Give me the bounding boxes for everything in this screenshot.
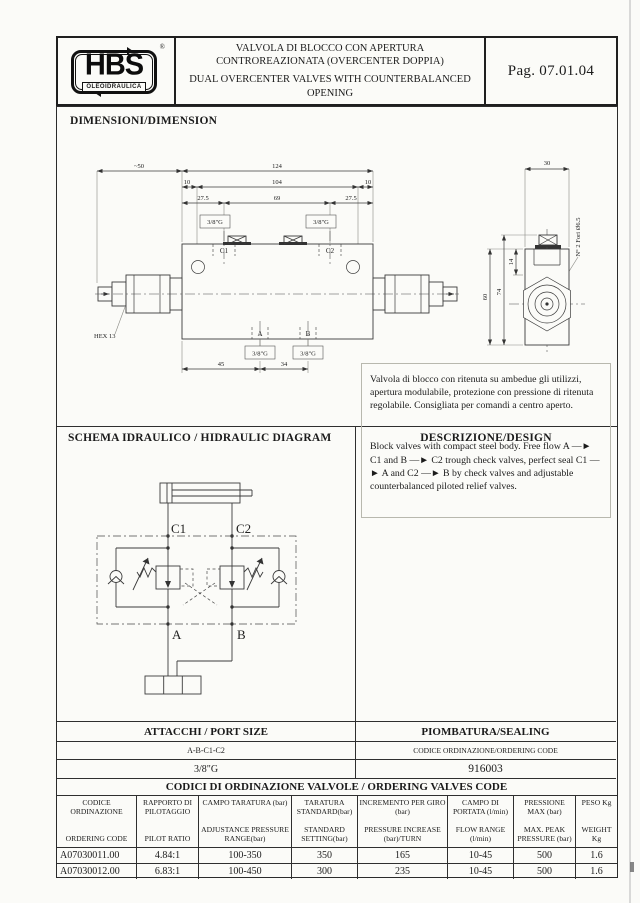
col-label-en: STANDARD SETTING(bar) xyxy=(301,825,348,844)
table-cell: 1.6 xyxy=(576,863,617,879)
column-header xyxy=(57,796,137,847)
holes-note: N° 2 Fori Ø6.5 xyxy=(575,217,582,257)
registered-mark: ® xyxy=(159,43,165,51)
column-header xyxy=(448,796,514,847)
schematic-heading: SCHEMA IDRAULICO / HIDRAULIC DIAGRAM xyxy=(68,432,332,444)
column-header xyxy=(137,796,199,847)
scan-edge-artifact xyxy=(629,0,631,903)
dim-label: 60 xyxy=(482,293,489,301)
col-label-it: RAPPORTO DI PILOTAGGIO xyxy=(143,798,192,816)
col-label-en: WEIGHT Kg xyxy=(581,825,612,844)
table-cell: 10-45 xyxy=(448,863,514,879)
col-label-it: PRESSIONE MAX (bar) xyxy=(524,798,565,816)
dim-label: 30 xyxy=(543,160,551,167)
table-cell: A07030012.00 xyxy=(57,863,137,879)
port-label-a: A xyxy=(257,330,263,338)
schematic-label-c1: C1 xyxy=(171,521,187,536)
content-frame xyxy=(56,106,618,878)
col-label-it: CODICE ORDINAZIONE xyxy=(70,798,123,816)
dim-label: 104 xyxy=(272,179,282,186)
schematic-label-c2: C2 xyxy=(236,521,252,536)
col-label-en: ADJUSTANCE PRESSURE RANGE(bar) xyxy=(201,825,289,844)
col-label-it: CAMPO TARATURA (bar) xyxy=(202,798,288,807)
schematic-label-b: B xyxy=(237,627,246,642)
column-header xyxy=(358,796,448,847)
column-header xyxy=(292,796,358,847)
col-label-en: FLOW RANGE (l/min) xyxy=(455,825,506,844)
col-label-en: ORDERING CODE xyxy=(65,834,128,844)
dim-label: 27.5 xyxy=(345,195,357,202)
port-size-header: ATTACCHI / PORT SIZE xyxy=(57,721,355,741)
thread-label: 3/8"G xyxy=(207,219,223,226)
dim-label: 69 xyxy=(273,195,281,202)
dim-label: 10 xyxy=(364,179,372,186)
dimensions-heading: DIMENSIONI/DIMENSION xyxy=(70,115,218,127)
table-cell: 350 xyxy=(292,847,358,863)
thread-label: 3/8"G xyxy=(252,350,268,358)
thread-label: 3/8"G xyxy=(300,350,316,358)
dim-label: 27.5 xyxy=(197,195,209,202)
hex-note: HEX 13 xyxy=(94,333,116,340)
col-label-en: MAX. PEAK PRESSURE (bar) xyxy=(517,825,572,844)
port-size-value: 3/8"G xyxy=(57,759,355,778)
description-heading: DESCRIZIONE/DESIGN xyxy=(420,432,552,444)
table-cell: A07030011.00 xyxy=(57,847,137,863)
hbs-logo xyxy=(69,43,165,96)
table-cell: 100-450 xyxy=(199,863,292,879)
col-label-it: INCREMENTO PER GIRO (bar) xyxy=(359,798,446,816)
sealing-code-label: CODICE ORDINAZIONE/ORDERING CODE xyxy=(355,741,616,759)
table-cell: 500 xyxy=(514,863,576,879)
ordering-banner: CODICI DI ORDINAZIONE VALVOLE / ORDERING VALVES CODE xyxy=(57,778,616,795)
description-italian: Valvola di blocco con ritenuta su ambedue gli utilizzi, apertura modulabile, protezione con pressione di ritenuta regolabile. Consigliata per comandi a centro aperto. xyxy=(370,374,594,412)
dim-label: ~50 xyxy=(133,163,145,170)
logo-brand: HBS xyxy=(84,48,144,82)
port-label-b: B xyxy=(305,330,311,338)
logo-subtitle: OLEOIDRAULICA xyxy=(82,82,146,92)
description-english: Block valves with compact steel body. Free flow A —► C1 and B —► C2 trough check valves, perfect seal C1 —► A and C2 —► B by check valves and adjustable counterbalanced piloted relief valves. xyxy=(370,441,600,492)
port-label-c2: C2 xyxy=(325,247,335,255)
table-cell: 1.6 xyxy=(576,847,617,863)
col-label-it: PESO Kg xyxy=(581,798,612,807)
sealing-code-value: 916003 xyxy=(355,759,616,778)
table-cell: 4.84:1 xyxy=(137,847,199,863)
title-cell xyxy=(176,38,486,104)
col-label-en: PRESSURE INCREASE (bar)/TURN xyxy=(364,825,441,844)
sealing-header: PIOMBATURA/SEALING xyxy=(355,721,616,741)
table-cell: 500 xyxy=(514,847,576,863)
dim-label: 124 xyxy=(272,163,282,170)
title-italian: VALVOLA DI BLOCCO CON APERTURA CONTROREAZIONATA (OVERCENTER DOPPIA) xyxy=(216,42,444,68)
table-cell: 10-45 xyxy=(448,847,514,863)
thread-label: 3/8"G xyxy=(313,219,329,226)
col-label-en: PILOT RATIO xyxy=(144,834,191,844)
column-header xyxy=(514,796,576,847)
dim-label: 74 xyxy=(496,288,503,296)
hydraulic-schematic xyxy=(57,452,355,721)
dim-label: 10 xyxy=(183,179,191,186)
logo-cell xyxy=(58,38,176,104)
dim-label: 14 xyxy=(508,258,515,266)
scan-edge-artifact xyxy=(630,862,634,872)
ordering-table xyxy=(57,795,617,879)
col-label-it: TARATURA STANDARD(bar) xyxy=(296,798,353,816)
header xyxy=(56,36,618,106)
table-cell: 300 xyxy=(292,863,358,879)
port-label-c1: C1 xyxy=(219,247,229,255)
table-cell: 6.83:1 xyxy=(137,863,199,879)
dim-label: 45 xyxy=(217,361,225,368)
page-number-cell xyxy=(486,38,616,104)
table-cell: 100-350 xyxy=(199,847,292,863)
table-cell: 165 xyxy=(358,847,448,863)
table-cell: 235 xyxy=(358,863,448,879)
column-header xyxy=(199,796,292,847)
dim-label: 34 xyxy=(280,361,288,368)
schematic-label-a: A xyxy=(172,627,182,642)
port-size-ports: A-B-C1-C2 xyxy=(57,741,355,759)
title-english: DUAL OVERCENTER VALVES WITH COUNTERBALANCED OPENING xyxy=(189,74,471,99)
col-label-it: CAMPO DI PORTATA (l/min) xyxy=(452,798,509,816)
page-number: Pag. 07.01.04 xyxy=(507,62,595,79)
description-box xyxy=(361,363,611,518)
column-header xyxy=(576,796,617,847)
